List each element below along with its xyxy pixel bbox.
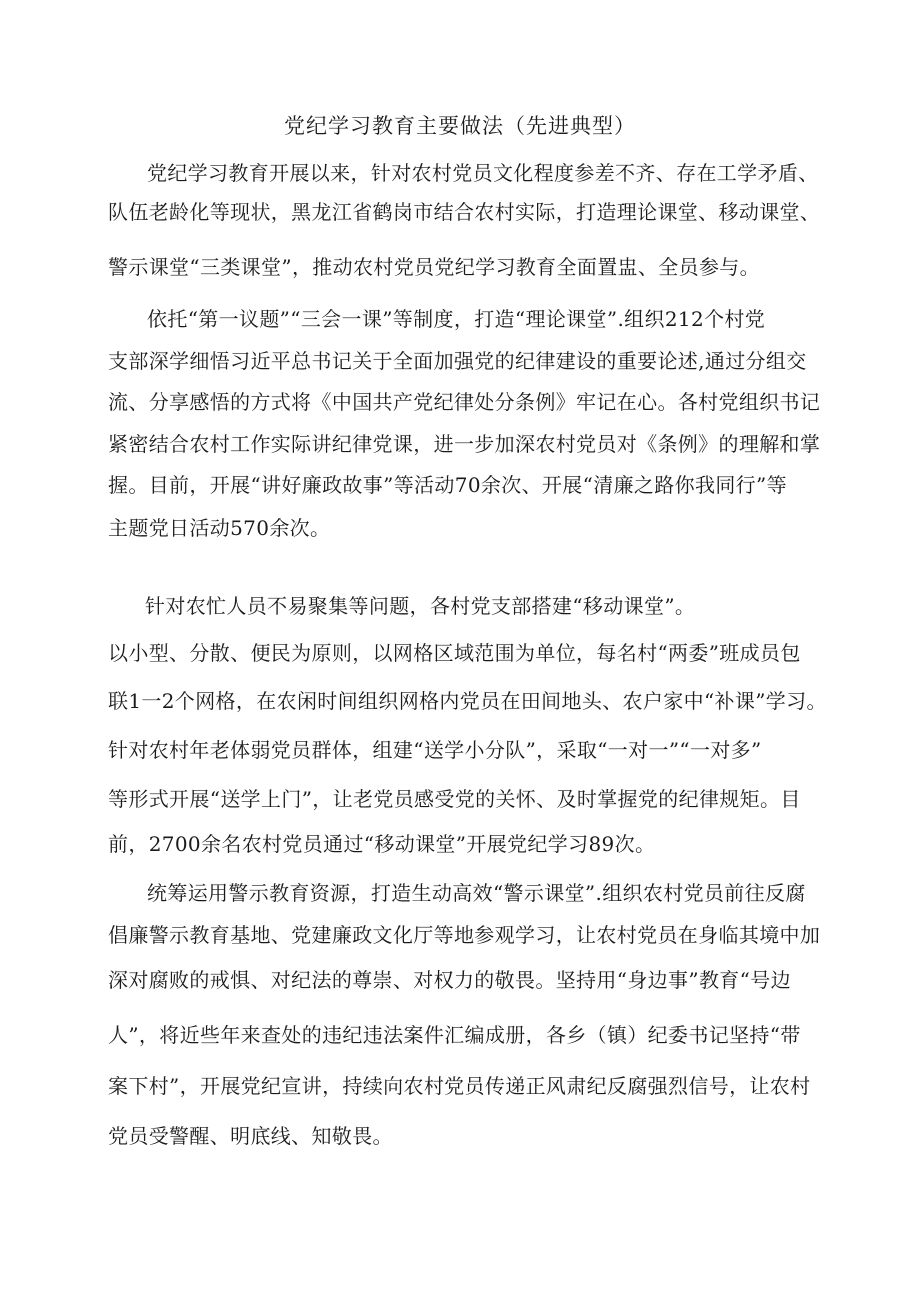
paragraph-3-line-5: 等形式开展“送学上门”，让老党员感受党的关怀、及时掌握党的纪律规矩。目 xyxy=(108,787,801,811)
paragraph-2-line-4: 紧密结合农村工作实际讲纪律党课，进一步加深农村党员对《条例》的理解和掌 xyxy=(108,432,821,456)
paragraph-4-line-1: 统筹运用警示教育资源，打造生动高效“警示课堂”.组织农村党员前往反腐 xyxy=(147,881,806,905)
paragraph-2-line-6: 主题党日活动570余次。 xyxy=(108,516,331,540)
paragraph-3-line-3: 联1一2个网格，在农闲时间组织网格内党员在田间地头、农户家中“补课”学习。 xyxy=(108,689,827,713)
paragraph-2-line-5: 握。目前，开展“讲好廉政故事”等活动70余次、开展“清廉之路你我同行”等 xyxy=(108,473,787,497)
paragraph-4-line-3: 深对腐败的戒惧、对纪法的尊崇、对权力的敬畏。坚持用“身边事”教育“号边 xyxy=(108,968,791,992)
paragraph-3-line-2: 以小型、分散、便民为原则，以网格区域范围为单位，每名村“两委”班成员包 xyxy=(108,641,801,665)
paragraph-4-line-6: 党员受警醒、明底线、知敬畏。 xyxy=(108,1124,393,1148)
paragraph-1-line-1: 党纪学习教育开展以来，针对农村党员文化程度参差不齐、存在工学矛盾、 xyxy=(147,161,819,185)
paragraph-4-line-5: 案下村”，开展党纪宣讲，持续向农村党员传递正风肃纪反腐强烈信号，让农村 xyxy=(108,1074,811,1098)
paragraph-2-line-3: 流、分享感悟的方式将《中国共产党纪律处分条例》牢记在心。各村党组织书记 xyxy=(108,390,821,414)
document-title: 党纪学习教育主要做法（先进典型） xyxy=(284,114,636,138)
paragraph-1-line-2: 队伍老龄化等现状，黑龙江省鹤岗市结合农村实际，打造理论课堂、移动课堂、 xyxy=(108,200,821,224)
paragraph-4-line-4: 人”，将近些年来查处的违纪违法案件汇编成册，各乡（镇）纪委书记坚持“带 xyxy=(108,1023,801,1047)
paragraph-2-line-1: 依托“第一议题”“三会一课”等制度，打造“理论课堂”.组织212个村党 xyxy=(147,307,766,331)
paragraph-3-line-4: 针对农村年老体弱党员群体，组建“送学小分队”，采取“一对一”“一对多” xyxy=(108,738,762,762)
paragraph-3-line-1: 针对农忙人员不易聚集等问题，各村党支部搭建“移动课堂”。 xyxy=(145,594,696,618)
paragraph-1-line-3: 警示课堂“三类课堂”，推动农村党员党纪学习教育全面置盅、全员参与。 xyxy=(108,255,760,279)
paragraph-4-line-2: 倡廉警示教育基地、党建廉政文化厅等地参观学习，让农村党员在身临其境中加 xyxy=(108,923,821,947)
paragraph-3-line-6: 前，2700余名农村党员通过“移动课堂”开展党纪学习89次。 xyxy=(108,832,656,856)
paragraph-2-line-2: 支部深学细悟习近平总书记关于全面加强党的纪律建设的重要论述,通过分组交 xyxy=(108,349,807,373)
